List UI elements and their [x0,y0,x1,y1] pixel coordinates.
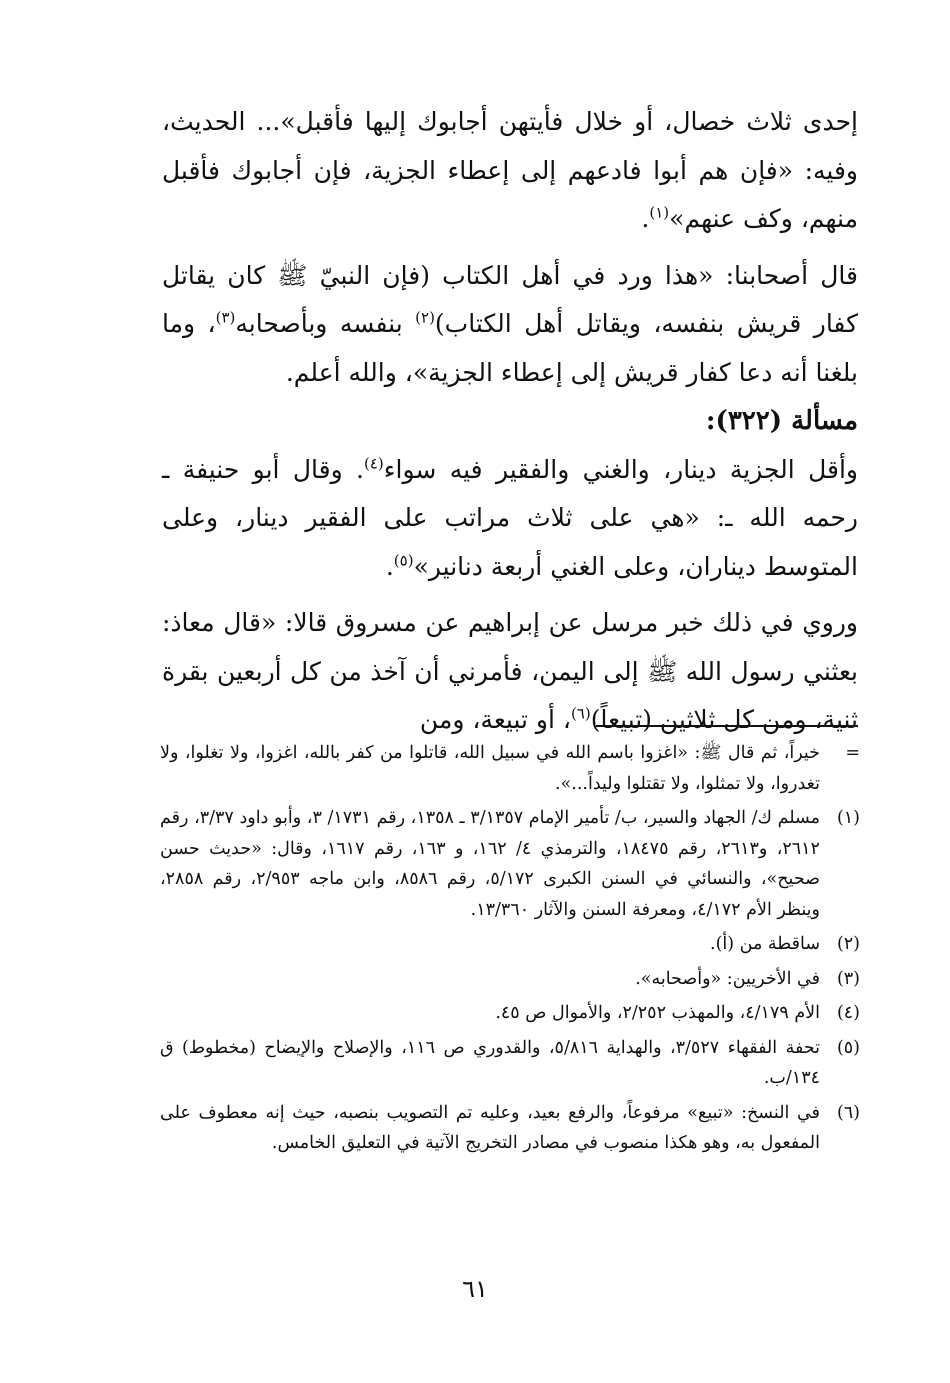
footnote-text: في الأخريين: «وأصحابه». [635,968,820,989]
footnote-text: خيراً، ثم قال ﷺ: «اغزوا باسم الله في سبيل الله، قاتلوا من كفر بالله، اغزوا، ولا تغلوا، ولا تغدروا، ولا تمثلوا، ولا تقتلوا وليداً...». [160,743,820,794]
footnote-text: تحفة الفقهاء ٣/٥٢٧، والهداية ٥/٨١٦، والقدوري ص ١١٦، والإصلاح والإيضاح (مخطوط) ق ١٣٤/ب. [160,1037,820,1088]
footnote-ref: (٤) [364,454,384,473]
footnote-ref: (٢) [415,308,435,327]
footnotes [160,738,860,1163]
footnote-3 [160,964,860,995]
footnote-marker: (١) [836,808,860,828]
footnote-marker: (٢) [836,934,860,954]
footnote-marker: (٦) [836,1102,860,1123]
footnote-4 [160,998,860,1029]
paragraph-2: قال أصحابنا: «هذا ورد في أهل الكتاب (فإن النبيّ ﷺ كان يقاتل كفار قريش بنفسه، ويقاتل أهل الكتاب)$^{(٢)}$ بنفسه وبأصحابه$^{(٣)}$، وما بلغنا أنه دعا كفار قريش إلى إعطاء الجزية»، والله أعلم. [162,260,858,387]
footnote-text: مسلم ك/ الجهاد والسير، ب/ تأمير الإمام ٣/١٣٥٧ ـ ١٣٥٨، رقم ١٧٣١/ ٣، وأبو داود ٣/٣٧، رقم ٢٦١٢، و٢٦١٣، رقم ١٨٤٧٥، والترمذي ٤/ ١٦٢، و ١٦٣، رقم ١٦١٧، وقال: «حديث حسن صحيح»، والنسائي في السنن الكبرى ٥/١٧٢، رقم ٨٥٨٦، وابن ماجه ٢/٩٥٣، رقم ٢٨٥٨، وينظر الأم ٤/١٧٢، ومعرفة السنن والآثار ١٣/٣٦٠. [160,808,820,920]
main-text [162,98,858,745]
paragraph-4: وروي في ذلك خبر مرسل عن إبراهيم عن مسروق قالا: «قال معاذ: بعثني رسول الله ﷺ إلى اليمن، فأمرني أن آخذ من كل أربعين بقرة ثنية، ومن كل ثلاثين (تبيعاً)$^{(٦)}$، أو تبيعة، ومن [162,608,858,734]
footnote-ref: (٦) [570,704,591,723]
footnote-text: الأم ٤/١٧٩، والمهذب ٢/٢٥٢، والأموال ص ٤٥. [495,1003,820,1023]
footnote-marker: (٤) [836,1003,860,1023]
footnote-text: في النسخ: «تبيع» مرفوعاً، والرفع بعيد، وعليه تم التصويب بنصبه، حيث إنه معطوف على المفعول به، وهو هكذا منصوب في مصادر التخريج الآتية في التعليق الخامس. [160,1102,820,1153]
paragraph-1: إحدى ثلاث خصال، أو خلال فأيتهن أجابوك إليها فأقبل»... الحديث، وفيه: «فإن هم أبوا فادعهم إلى إعطاء الجزية، فإن أجابوك فأقبل منهم، وكف عنهم»$^{(١)}$. [162,107,858,233]
footnote-marker: = [845,743,860,763]
footnote-6 [160,1098,860,1159]
footnote-ref: (٣) [215,308,236,327]
footnote-5 [160,1033,860,1094]
footnote-continuation [160,738,860,799]
footnote-ref: (٥) [393,551,414,570]
footnote-marker: (٥) [836,1037,860,1058]
footnote-1 [160,803,860,925]
page-number: ٦١ [462,1275,488,1303]
footnote-ref: (١) [649,203,670,222]
footnote-2 [160,929,860,960]
footnote-divider [596,725,858,727]
paragraph-3: وأقل الجزية دينار، والغني والفقير فيه سواء$^{(٤)}$. وقال أبو حنيفة ـ رحمه الله ـ: «هي على ثلاث مراتب على الفقير دينار، وعلى المتوسط ديناران، وعلى الغني أربعة دنانير»$^{(٥)}$. [162,454,858,581]
section-heading: مسألة (٣٢٢): [705,406,858,436]
footnote-text: ساقطة من (أ). [710,934,820,954]
footnote-marker: (٣) [836,968,860,989]
